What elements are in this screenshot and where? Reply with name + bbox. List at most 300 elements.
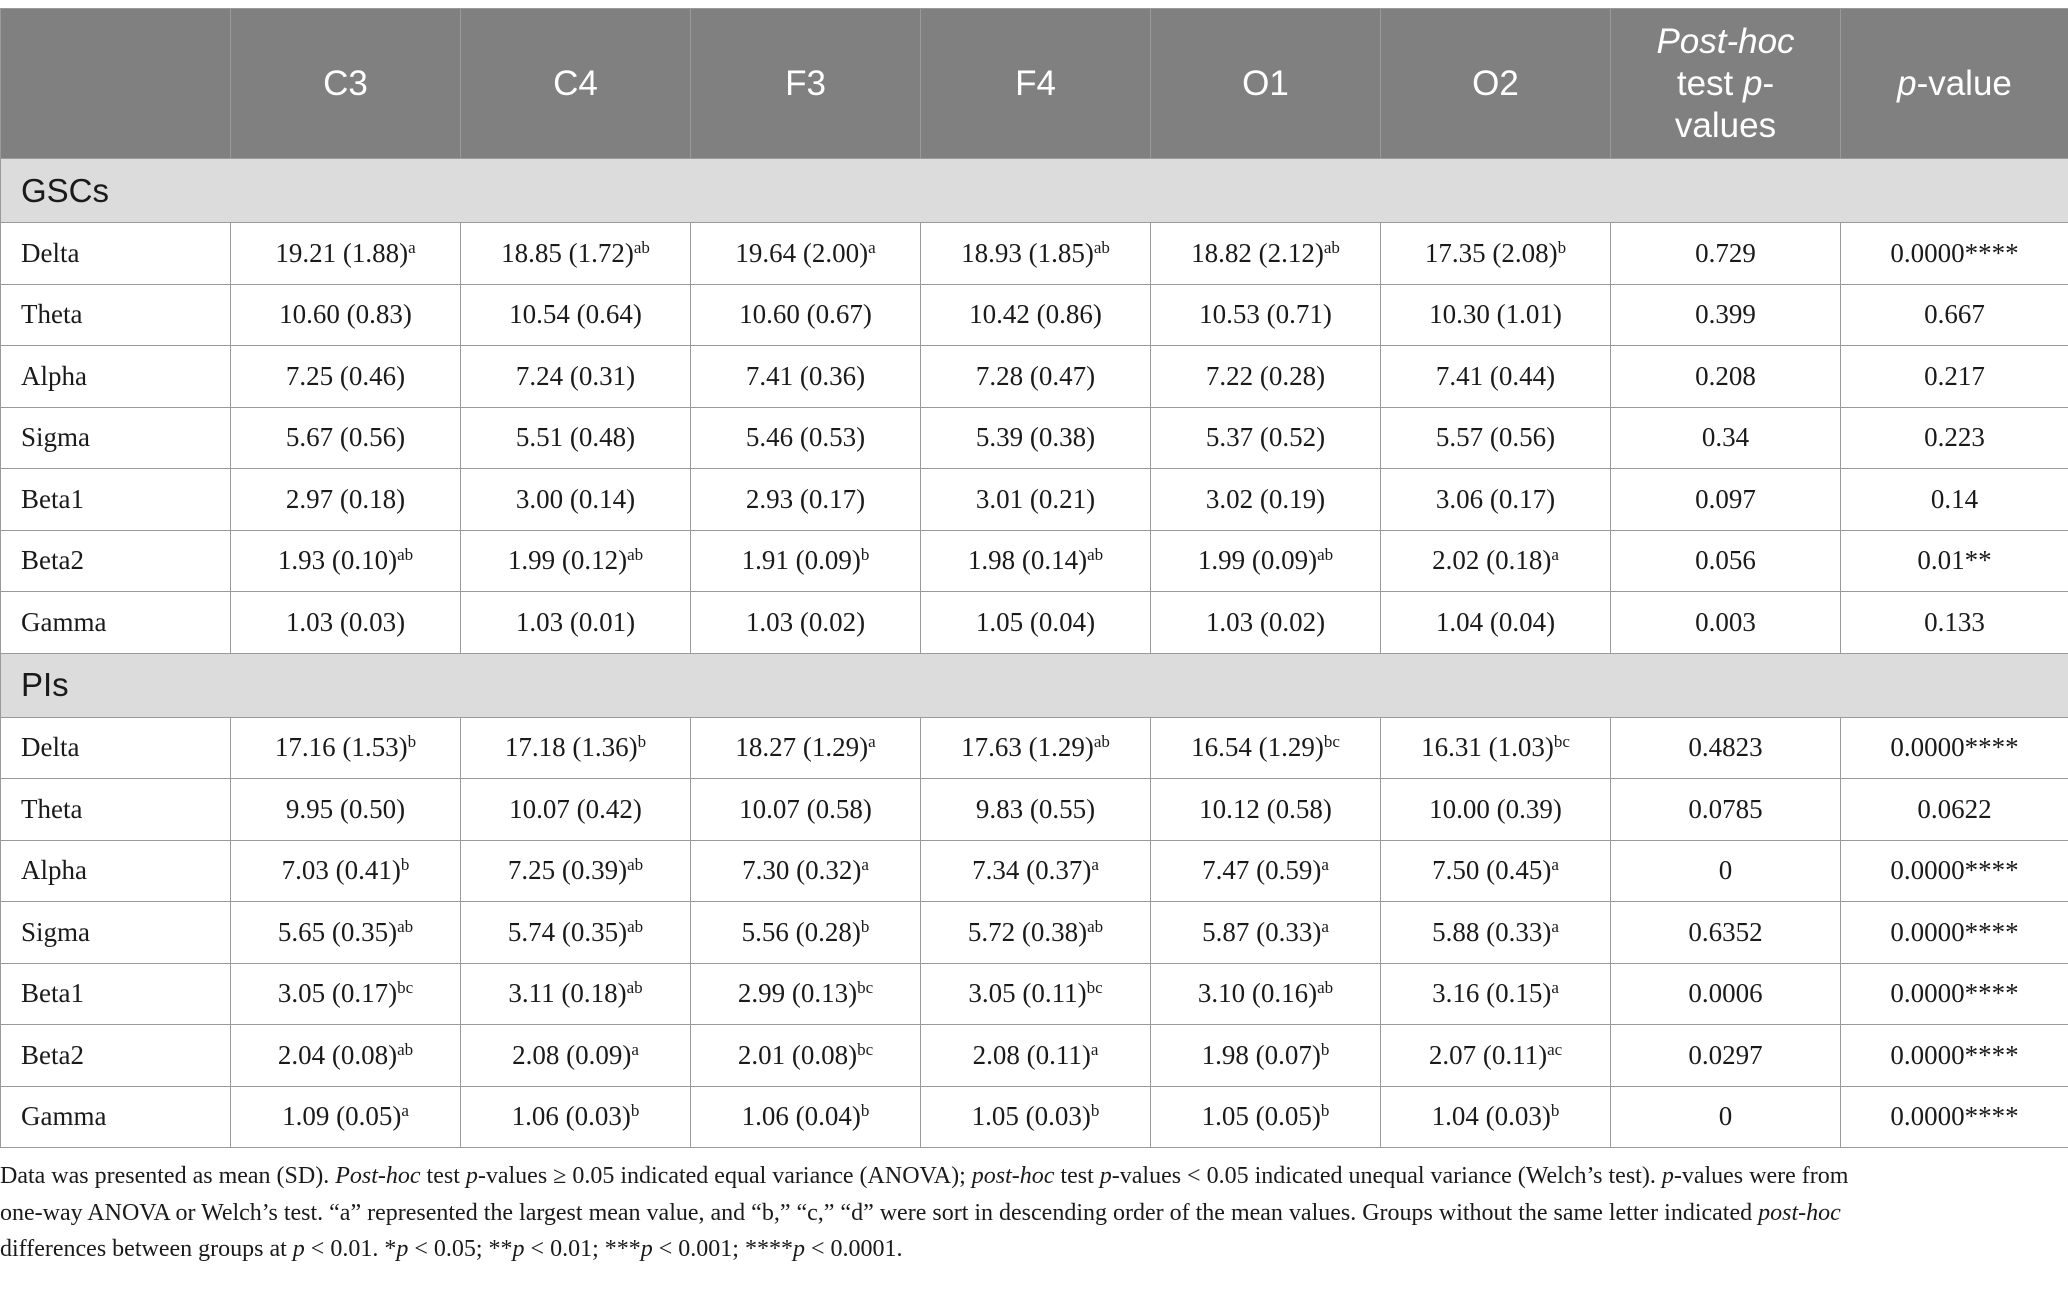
value-cell xyxy=(691,1086,921,1148)
mean-sd-value: 5.37 (0.52) xyxy=(1205,422,1326,453)
value-cell xyxy=(921,592,1151,654)
mean-sd-value: 9.95 (0.50) xyxy=(285,793,406,824)
footnote-line-3 xyxy=(0,1231,2050,1268)
value-cell xyxy=(1381,223,1611,285)
table-row xyxy=(1,902,2068,964)
data-table xyxy=(0,8,2068,1148)
mean-sd-value: 1.91 (0.09) xyxy=(741,545,861,576)
group-letter-superscript: bc xyxy=(397,978,414,998)
mean-sd-value: 7.22 (0.28) xyxy=(1205,360,1326,391)
group-letter-superscript: b xyxy=(860,916,870,936)
band-label: Theta xyxy=(1,284,231,346)
table-row xyxy=(1,346,2068,408)
band-label: Sigma xyxy=(1,407,231,469)
header-posthoc-italic: Post-hoc xyxy=(1656,21,1795,61)
header-o1: O1 xyxy=(1151,9,1381,159)
posthoc-pvalue-cell: 0.4823 xyxy=(1611,717,1841,779)
footnote-italic-text: p xyxy=(292,1236,305,1262)
footnote-italic-text: p xyxy=(792,1236,805,1262)
posthoc-pvalue-cell: 0.208 xyxy=(1611,346,1841,408)
posthoc-pvalue-cell: 0.399 xyxy=(1611,284,1841,346)
mean-sd-value: 1.03 (0.03) xyxy=(285,606,406,637)
value-cell xyxy=(1151,407,1381,469)
footnote-text: differences between groups at xyxy=(0,1236,293,1262)
pvalue-cell: 0.01** xyxy=(1841,530,2068,592)
group-letter-superscript: b xyxy=(400,855,410,875)
value-cell xyxy=(691,407,921,469)
value-cell xyxy=(1151,223,1381,285)
mean-sd-value: 3.05 (0.11) xyxy=(968,978,1087,1009)
section-row xyxy=(1,653,2068,717)
band-label: Beta1 xyxy=(1,963,231,1025)
group-letter-superscript: a xyxy=(401,1101,409,1121)
value-cell xyxy=(691,963,921,1025)
value-cell xyxy=(231,469,461,531)
value-cell xyxy=(231,717,461,779)
value-cell xyxy=(1151,469,1381,531)
mean-sd-value: 7.24 (0.31) xyxy=(515,360,636,391)
group-letter-superscript: b xyxy=(630,1101,640,1121)
value-cell xyxy=(1151,717,1381,779)
value-cell xyxy=(1381,717,1611,779)
value-cell xyxy=(461,840,691,902)
value-cell xyxy=(691,902,921,964)
pvalue-cell: 0.217 xyxy=(1841,346,2068,408)
group-letter-superscript: ab xyxy=(1087,545,1104,565)
group-letter-superscript: a xyxy=(868,237,876,257)
mean-sd-value: 7.41 (0.44) xyxy=(1435,360,1556,391)
mean-sd-value: 7.47 (0.59) xyxy=(1202,855,1322,886)
group-letter-superscript: a xyxy=(1551,855,1559,875)
group-letter-superscript: a xyxy=(1091,855,1099,875)
mean-sd-value: 17.63 (1.29) xyxy=(961,732,1094,763)
posthoc-pvalue-cell: 0.0297 xyxy=(1611,1025,1841,1087)
value-cell xyxy=(1381,1086,1611,1148)
value-cell xyxy=(1381,469,1611,531)
group-letter-superscript: ab xyxy=(1087,916,1104,936)
mean-sd-value: 10.60 (0.67) xyxy=(739,299,872,330)
mean-sd-value: 19.21 (1.88) xyxy=(275,237,409,268)
group-letter-superscript: ab xyxy=(397,916,414,936)
value-cell xyxy=(921,840,1151,902)
pvalue-cell: 0.0000**** xyxy=(1841,1086,2068,1148)
mean-sd-value: 2.04 (0.08) xyxy=(277,1039,398,1070)
group-letter-superscript: b xyxy=(1090,1101,1100,1121)
group-letter-superscript: a xyxy=(1090,1039,1099,1059)
group-letter-superscript: a xyxy=(868,732,876,752)
band-label: Beta2 xyxy=(1,1025,231,1087)
table-row xyxy=(1,223,2068,285)
value-cell xyxy=(921,779,1151,841)
table-row xyxy=(1,717,2068,779)
mean-sd-value: 10.30 (1.01) xyxy=(1429,299,1562,330)
mean-sd-value: 2.01 (0.08) xyxy=(737,1039,858,1070)
group-letter-superscript: b xyxy=(1320,1039,1330,1059)
value-cell xyxy=(461,902,691,964)
posthoc-pvalue-cell: 0.0006 xyxy=(1611,963,1841,1025)
mean-sd-value: 1.06 (0.03) xyxy=(511,1101,631,1132)
header-corner-cell xyxy=(1,9,231,159)
value-cell xyxy=(461,1025,691,1087)
value-cell xyxy=(231,840,461,902)
table-row xyxy=(1,840,2068,902)
mean-sd-value: 7.30 (0.32) xyxy=(742,855,862,886)
mean-sd-value: 10.54 (0.64) xyxy=(509,299,642,330)
mean-sd-value: 5.67 (0.56) xyxy=(285,422,406,453)
value-cell xyxy=(691,346,921,408)
mean-sd-value: 10.07 (0.42) xyxy=(509,793,642,824)
value-cell xyxy=(231,963,461,1025)
mean-sd-value: 2.93 (0.17) xyxy=(745,483,866,514)
value-cell xyxy=(231,407,461,469)
table-row xyxy=(1,963,2068,1025)
mean-sd-value: 1.98 (0.14) xyxy=(967,545,1088,576)
mean-sd-value: 1.99 (0.12) xyxy=(507,545,628,576)
group-letter-superscript: a xyxy=(861,855,869,875)
value-cell xyxy=(921,223,1151,285)
value-cell xyxy=(1381,902,1611,964)
mean-sd-value: 5.87 (0.33) xyxy=(1202,916,1322,947)
group-letter-superscript: ab xyxy=(397,1039,414,1059)
header-posthoc-test: test xyxy=(1676,63,1743,103)
pvalue-cell: 0.0000**** xyxy=(1841,840,2068,902)
group-letter-superscript: ab xyxy=(1317,545,1334,565)
header-posthoc-values: -values xyxy=(1674,63,1777,145)
mean-sd-value: 3.16 (0.15) xyxy=(1432,978,1552,1009)
posthoc-pvalue-cell: 0.056 xyxy=(1611,530,1841,592)
group-letter-superscript: a xyxy=(1321,916,1329,936)
pvalue-cell: 0.0000**** xyxy=(1841,963,2068,1025)
footnote-text: test xyxy=(420,1163,466,1189)
group-letter-superscript: ab xyxy=(1093,237,1110,257)
group-letter-superscript: ab xyxy=(627,916,644,936)
pvalue-cell: 0.0622 xyxy=(1841,779,2068,841)
mean-sd-value: 18.85 (1.72) xyxy=(501,237,634,268)
band-label: Delta xyxy=(1,223,231,285)
mean-sd-value: 17.18 (1.36) xyxy=(504,732,638,763)
mean-sd-value: 1.03 (0.02) xyxy=(745,606,866,637)
posthoc-pvalue-cell: 0.729 xyxy=(1611,223,1841,285)
posthoc-pvalue-cell: 0 xyxy=(1611,1086,1841,1148)
band-label: Theta xyxy=(1,779,231,841)
value-cell xyxy=(231,223,461,285)
mean-sd-value: 5.51 (0.48) xyxy=(515,422,636,453)
value-cell xyxy=(461,407,691,469)
value-cell xyxy=(231,1025,461,1087)
mean-sd-value: 16.31 (1.03) xyxy=(1421,732,1554,763)
mean-sd-value: 1.04 (0.03) xyxy=(1431,1101,1551,1132)
mean-sd-value: 2.02 (0.18) xyxy=(1432,545,1552,576)
mean-sd-value: 5.57 (0.56) xyxy=(1435,422,1556,453)
mean-sd-value: 18.82 (2.12) xyxy=(1191,237,1324,268)
footnote-italic-text: Post-hoc xyxy=(335,1163,421,1189)
band-label: Beta1 xyxy=(1,469,231,531)
header-row xyxy=(1,9,2068,159)
mean-sd-value: 2.97 (0.18) xyxy=(285,483,406,514)
pvalue-cell: 0.0000**** xyxy=(1841,717,2068,779)
value-cell xyxy=(691,530,921,592)
mean-sd-value: 3.02 (0.19) xyxy=(1205,483,1326,514)
mean-sd-value: 3.00 (0.14) xyxy=(515,483,636,514)
group-letter-superscript: bc xyxy=(1086,978,1103,998)
value-cell xyxy=(1151,902,1381,964)
mean-sd-value: 16.54 (1.29) xyxy=(1191,732,1324,763)
table-row xyxy=(1,1086,2068,1148)
header-pvalue-p: p xyxy=(1897,63,1917,103)
group-letter-superscript: a xyxy=(1551,916,1559,936)
mean-sd-value: 10.07 (0.58) xyxy=(739,793,872,824)
group-letter-superscript: b xyxy=(1557,237,1567,257)
table-footnote xyxy=(0,1158,2050,1268)
mean-sd-value: 10.42 (0.86) xyxy=(969,299,1102,330)
table-body xyxy=(1,159,2068,1148)
value-cell xyxy=(461,346,691,408)
footnote-text: < 0.01; *** xyxy=(524,1236,641,1262)
posthoc-pvalue-cell: 0.34 xyxy=(1611,407,1841,469)
footnote-italic-text: post-hoc xyxy=(1758,1199,1841,1226)
band-label: Gamma xyxy=(1,592,231,654)
mean-sd-value: 1.04 (0.04) xyxy=(1435,606,1556,637)
group-letter-superscript: a xyxy=(1321,855,1329,875)
value-cell xyxy=(1381,840,1611,902)
mean-sd-value: 10.00 (0.39) xyxy=(1429,793,1562,824)
mean-sd-value: 1.05 (0.03) xyxy=(971,1101,1091,1132)
band-label: Alpha xyxy=(1,840,231,902)
band-label: Delta xyxy=(1,717,231,779)
value-cell xyxy=(921,284,1151,346)
value-cell xyxy=(461,223,691,285)
group-letter-superscript: ab xyxy=(633,237,650,257)
group-letter-superscript: b xyxy=(860,545,870,565)
mean-sd-value: 1.05 (0.05) xyxy=(1201,1101,1321,1132)
value-cell xyxy=(1151,284,1381,346)
mean-sd-value: 7.41 (0.36) xyxy=(745,360,866,391)
pvalue-cell: 0.0000**** xyxy=(1841,1025,2068,1087)
value-cell xyxy=(1381,346,1611,408)
header-posthoc-pvalues xyxy=(1611,9,1841,159)
value-cell xyxy=(1381,284,1611,346)
group-letter-superscript: ab xyxy=(1317,978,1334,998)
group-letter-superscript: bc xyxy=(1323,732,1340,752)
mean-sd-value: 5.39 (0.38) xyxy=(975,422,1096,453)
footnote-italic-text: p xyxy=(512,1236,525,1262)
mean-sd-value: 9.83 (0.55) xyxy=(975,793,1096,824)
mean-sd-value: 3.01 (0.21) xyxy=(975,483,1096,514)
table-row xyxy=(1,284,2068,346)
value-cell xyxy=(461,717,691,779)
group-letter-superscript: b xyxy=(407,732,417,752)
footnote-text: -values were from xyxy=(1673,1163,1849,1189)
value-cell xyxy=(231,902,461,964)
section-row xyxy=(1,159,2068,223)
value-cell xyxy=(1381,530,1611,592)
pvalue-cell: 0.133 xyxy=(1841,592,2068,654)
mean-sd-value: 18.93 (1.85) xyxy=(961,237,1094,268)
mean-sd-value: 3.06 (0.17) xyxy=(1435,483,1556,514)
value-cell xyxy=(691,469,921,531)
mean-sd-value: 19.64 (2.00) xyxy=(735,237,869,268)
mean-sd-value: 2.07 (0.11) xyxy=(1428,1039,1548,1070)
table-row xyxy=(1,407,2068,469)
mean-sd-value: 1.99 (0.09) xyxy=(1197,545,1318,576)
footnote-text: < 0.01. * xyxy=(304,1236,397,1262)
footnote-italic-text: p xyxy=(640,1236,653,1262)
mean-sd-value: 2.99 (0.13) xyxy=(737,978,858,1009)
mean-sd-value: 5.65 (0.35) xyxy=(277,916,398,947)
value-cell xyxy=(231,779,461,841)
table-row xyxy=(1,779,2068,841)
posthoc-pvalue-cell: 0.0785 xyxy=(1611,779,1841,841)
mean-sd-value: 7.50 (0.45) xyxy=(1432,855,1552,886)
section-title: PIs xyxy=(1,653,2068,717)
mean-sd-value: 3.05 (0.17) xyxy=(277,978,398,1009)
pvalue-cell: 0.14 xyxy=(1841,469,2068,531)
group-letter-superscript: ab xyxy=(1093,732,1110,752)
value-cell xyxy=(1381,1025,1611,1087)
value-cell xyxy=(1381,592,1611,654)
group-letter-superscript: a xyxy=(1551,978,1559,998)
group-letter-superscript: ab xyxy=(626,978,643,998)
footnote-text: -values < 0.05 indicated unequal variance (Welch’s test). xyxy=(1111,1163,1662,1189)
value-cell xyxy=(461,530,691,592)
mean-sd-value: 10.60 (0.83) xyxy=(279,299,412,330)
value-cell xyxy=(691,284,921,346)
band-label: Alpha xyxy=(1,346,231,408)
group-letter-superscript: a xyxy=(631,1039,639,1059)
table-row xyxy=(1,530,2068,592)
value-cell xyxy=(691,223,921,285)
value-cell xyxy=(1151,1025,1381,1087)
group-letter-superscript: bc xyxy=(1553,732,1570,752)
mean-sd-value: 10.12 (0.58) xyxy=(1199,793,1332,824)
value-cell xyxy=(231,1086,461,1148)
band-label: Gamma xyxy=(1,1086,231,1148)
table-row xyxy=(1,1025,2068,1087)
value-cell xyxy=(921,717,1151,779)
group-letter-superscript: a xyxy=(1551,545,1559,565)
group-letter-superscript: b xyxy=(1550,1101,1560,1121)
value-cell xyxy=(231,346,461,408)
footnote-line-1 xyxy=(0,1158,2050,1195)
mean-sd-value: 1.93 (0.10) xyxy=(277,545,398,576)
header-f3: F3 xyxy=(691,9,921,159)
posthoc-pvalue-cell: 0.097 xyxy=(1611,469,1841,531)
value-cell xyxy=(461,1086,691,1148)
value-cell xyxy=(921,963,1151,1025)
footnote-text: < 0.001; **** xyxy=(652,1236,793,1262)
table-header xyxy=(1,9,2068,159)
table-row xyxy=(1,469,2068,531)
value-cell xyxy=(461,963,691,1025)
table-row xyxy=(1,592,2068,654)
group-letter-superscript: a xyxy=(408,237,416,257)
value-cell xyxy=(461,779,691,841)
footnote-line-2 xyxy=(0,1195,2050,1232)
footnote-italic-text: post-hoc xyxy=(971,1163,1055,1189)
value-cell xyxy=(1381,407,1611,469)
mean-sd-value: 18.27 (1.29) xyxy=(735,732,869,763)
value-cell xyxy=(921,1025,1151,1087)
mean-sd-value: 5.46 (0.53) xyxy=(745,422,866,453)
value-cell xyxy=(691,717,921,779)
mean-sd-value: 2.08 (0.09) xyxy=(512,1039,632,1070)
footnote-italic-text: p xyxy=(1661,1163,1674,1189)
mean-sd-value: 17.35 (2.08) xyxy=(1424,237,1558,268)
mean-sd-value: 5.88 (0.33) xyxy=(1432,916,1552,947)
posthoc-pvalue-cell: 0.003 xyxy=(1611,592,1841,654)
value-cell xyxy=(921,346,1151,408)
footnote-text: one-way ANOVA or Welch’s test. “a” represented the largest mean value, and “b,” “c,” “d” were sort in descending order of the mean values. Groups without the same letter indicated xyxy=(0,1199,1759,1226)
mean-sd-value: 2.08 (0.11) xyxy=(972,1039,1091,1070)
mean-sd-value: 7.25 (0.46) xyxy=(285,360,406,391)
mean-sd-value: 3.11 (0.18) xyxy=(508,978,627,1009)
value-cell xyxy=(1151,592,1381,654)
band-label: Sigma xyxy=(1,902,231,964)
header-o2: O2 xyxy=(1381,9,1611,159)
section-title: GSCs xyxy=(1,159,2068,223)
value-cell xyxy=(1151,840,1381,902)
header-c4: C4 xyxy=(461,9,691,159)
header-pvalue xyxy=(1841,9,2068,159)
header-posthoc-p: p xyxy=(1743,63,1763,103)
value-cell xyxy=(461,284,691,346)
value-cell xyxy=(691,592,921,654)
value-cell xyxy=(1381,963,1611,1025)
value-cell xyxy=(461,592,691,654)
value-cell xyxy=(1381,779,1611,841)
mean-sd-value: 1.03 (0.01) xyxy=(515,606,636,637)
data-table-container xyxy=(0,8,2068,1148)
mean-sd-value: 5.72 (0.38) xyxy=(967,916,1088,947)
header-pvalue-text: -value xyxy=(1916,63,2012,103)
group-letter-superscript: ab xyxy=(627,545,644,565)
footnote-text: < 0.05; ** xyxy=(408,1236,513,1262)
mean-sd-value: 3.10 (0.16) xyxy=(1197,978,1318,1009)
value-cell xyxy=(691,779,921,841)
mean-sd-value: 7.34 (0.37) xyxy=(972,855,1092,886)
value-cell xyxy=(921,407,1151,469)
group-letter-superscript: ab xyxy=(627,855,644,875)
mean-sd-value: 10.53 (0.71) xyxy=(1199,299,1332,330)
group-letter-superscript: b xyxy=(860,1101,870,1121)
group-letter-superscript: b xyxy=(1320,1101,1330,1121)
group-letter-superscript: bc xyxy=(857,1039,874,1059)
pvalue-cell: 0.667 xyxy=(1841,284,2068,346)
mean-sd-value: 1.03 (0.02) xyxy=(1205,606,1326,637)
value-cell xyxy=(461,469,691,531)
value-cell xyxy=(691,1025,921,1087)
mean-sd-value: 5.74 (0.35) xyxy=(507,916,628,947)
mean-sd-value: 5.56 (0.28) xyxy=(741,916,861,947)
mean-sd-value: 1.06 (0.04) xyxy=(741,1101,861,1132)
value-cell xyxy=(231,530,461,592)
mean-sd-value: 1.05 (0.04) xyxy=(975,606,1096,637)
group-letter-superscript: ac xyxy=(1547,1039,1563,1059)
footnote-text: test xyxy=(1054,1163,1100,1189)
value-cell xyxy=(921,1086,1151,1148)
mean-sd-value: 7.03 (0.41) xyxy=(281,855,401,886)
mean-sd-value: 7.28 (0.47) xyxy=(975,360,1096,391)
header-c3: C3 xyxy=(231,9,461,159)
value-cell xyxy=(921,469,1151,531)
group-letter-superscript: ab xyxy=(397,545,414,565)
pvalue-cell: 0.223 xyxy=(1841,407,2068,469)
header-f4: F4 xyxy=(921,9,1151,159)
mean-sd-value: 17.16 (1.53) xyxy=(274,732,408,763)
footnote-text: < 0.0001. xyxy=(804,1236,903,1262)
footnote-text: Data was presented as mean (SD). xyxy=(0,1163,336,1189)
value-cell xyxy=(1151,346,1381,408)
